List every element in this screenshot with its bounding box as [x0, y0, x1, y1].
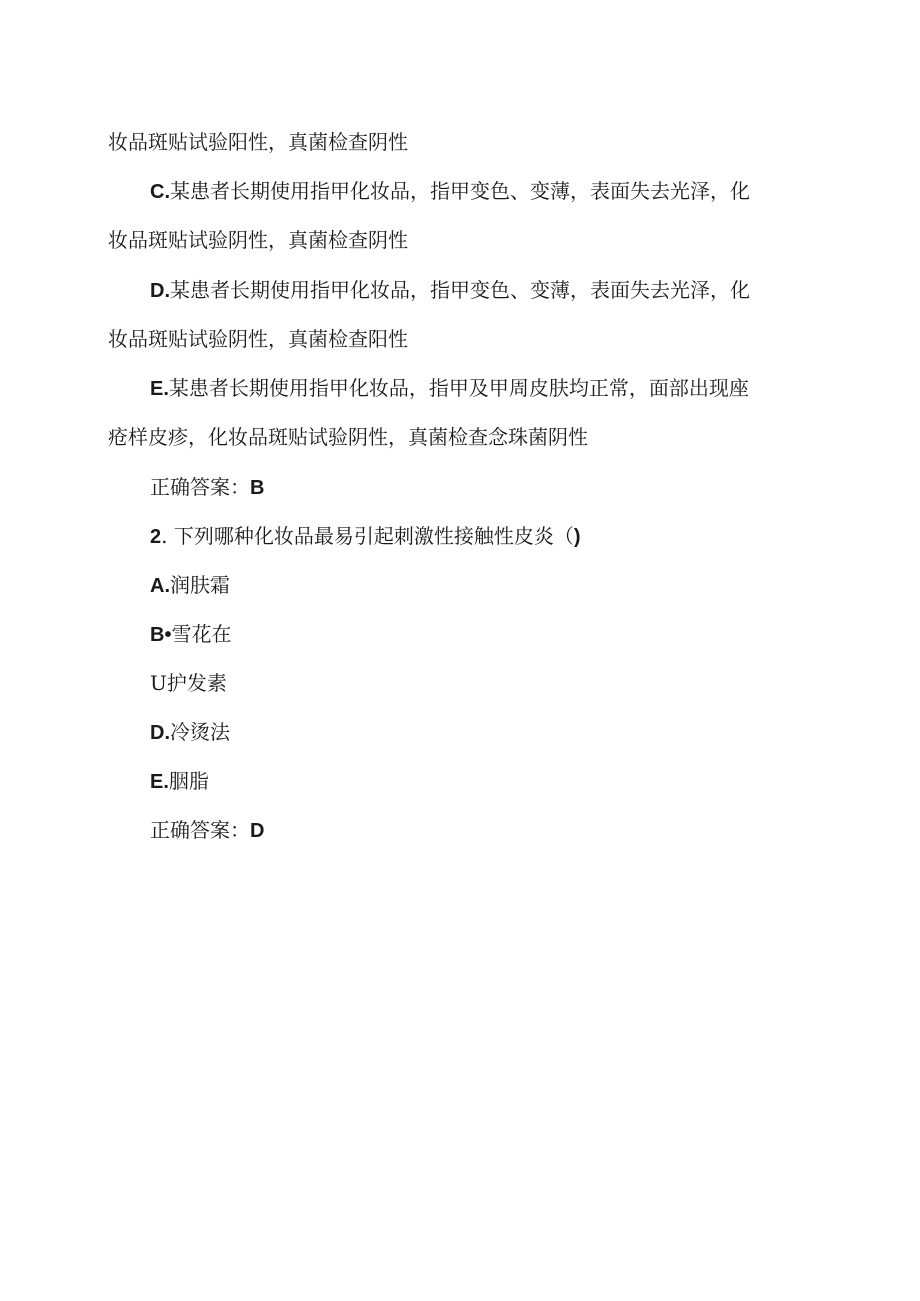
q1-option-c-text: 某患者长期使用指甲化妆品，指甲变色、变薄，表面失去光泽，化	[170, 179, 750, 203]
q2-option-e-label: E.	[150, 771, 169, 793]
q2-answer-prefix: 正确答案：	[150, 818, 250, 842]
q1-option-e-text: 某患者长期使用指甲化妆品，指甲及甲周皮肤均正常，面部出现座	[168, 376, 749, 400]
q2-option-b	[150, 621, 231, 648]
q1-answer	[150, 474, 264, 501]
q2-option-e	[150, 768, 209, 795]
q2-option-e-text: 胭脂	[168, 769, 209, 793]
q1-option-d-text-2: 妆品斑贴试验阴性，真菌检查阳性	[108, 327, 408, 351]
q1-answer-prefix: 正确答案：	[150, 475, 250, 499]
q2-stem-close: )	[573, 526, 581, 548]
q2-option-c	[150, 670, 227, 697]
q2-option-b-text: 雪花在	[171, 622, 232, 646]
q2-option-d-label: D.	[150, 722, 170, 744]
q1-option-c-text-2: 妆品斑贴试验阴性，真菌检查阴性	[108, 228, 408, 252]
q2-stem	[150, 523, 581, 550]
q2-option-d-text: 冷烫法	[170, 720, 230, 744]
q1-option-c-label: C.	[150, 181, 170, 203]
q1-option-e-continuation	[108, 424, 588, 450]
q1-option-d-continuation	[108, 326, 408, 352]
q2-option-a	[150, 572, 230, 599]
q2-option-a-text: 润肤霜	[170, 573, 230, 597]
q1-answer-value: B	[250, 477, 265, 499]
q1-option-c	[150, 178, 750, 205]
q1-option-e	[150, 375, 749, 402]
q1-option-b-text: 妆品斑贴试验阳性，真菌检查阴性	[108, 130, 408, 154]
q1-option-d	[150, 277, 750, 304]
q2-option-a-label: A.	[150, 575, 170, 597]
q1-option-b-continuation	[108, 129, 408, 155]
q1-option-e-text-2: 疮样皮疹，化妆品斑贴试验阴性，真菌检查念珠菌阴性	[108, 425, 588, 449]
q2-stem-text: . 下列哪种化妆品最易引起刺激性接触性皮炎（	[161, 524, 574, 548]
q2-option-d	[150, 719, 230, 746]
q1-option-d-label: D.	[150, 280, 170, 302]
q1-option-c-continuation	[108, 227, 408, 253]
q2-option-c-text: U护发素	[150, 671, 227, 695]
q2-number: 2	[150, 526, 162, 548]
q2-answer-value: D	[250, 820, 265, 842]
q1-option-d-text: 某患者长期使用指甲化妆品，指甲变色、变薄，表面失去光泽，化	[170, 278, 750, 302]
q1-option-e-label: E.	[150, 378, 169, 400]
q2-option-b-label: B•	[150, 624, 172, 646]
q2-answer	[150, 817, 264, 844]
